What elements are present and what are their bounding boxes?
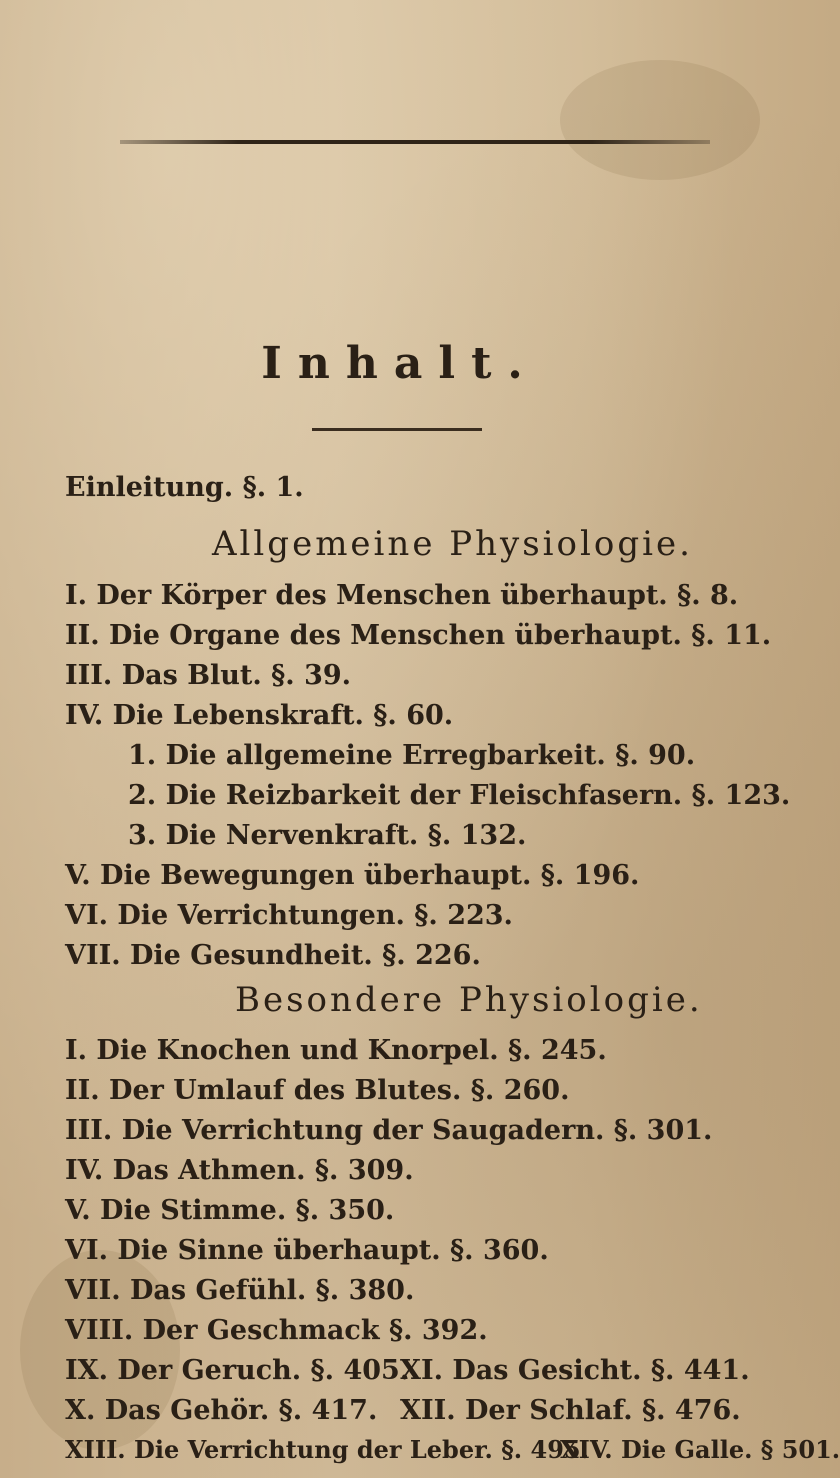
- toc-entry: IV. Das Athmen. §. 309.: [65, 1155, 414, 1186]
- toc-entry: XIII. Die Verrichtung der Leber. §. 495.: [65, 1435, 589, 1464]
- toc-entry: V. Die Stimme. §. 350.: [65, 1195, 395, 1226]
- toc-entry: III. Die Verrichtung der Saugadern. §. 301.: [65, 1115, 713, 1146]
- toc-entry: II. Der Umlauf des Blutes. §. 260.: [65, 1075, 570, 1106]
- toc-entry: 3. Die Nervenkraft. §. 132.: [128, 820, 527, 851]
- toc-entry: VII. Die Gesundheit. §. 226.: [65, 940, 481, 971]
- paper-stain: [560, 60, 760, 180]
- toc-entry: VII. Das Gefühl. §. 380.: [65, 1275, 415, 1306]
- intro-entry: Einleitung. §. 1.: [65, 472, 304, 503]
- toc-entry: II. Die Organe des Menschen überhaupt. §. 11.: [65, 620, 772, 651]
- toc-entry: III. Das Blut. §. 39.: [65, 660, 352, 691]
- toc-entry: X. Das Gehör. §. 417.: [65, 1395, 378, 1426]
- page-title: Inhalt.: [261, 338, 539, 389]
- toc-entry: I. Die Knochen und Knorpel. §. 245.: [65, 1035, 607, 1066]
- toc-entry: IX. Der Geruch. §. 405.: [65, 1355, 410, 1386]
- toc-entry: 1. Die allgemeine Erregbarkeit. §. 90.: [128, 740, 696, 771]
- special-heading: Besondere Physiologie.: [235, 980, 703, 1020]
- general-heading: Allgemeine Physiologie.: [212, 524, 693, 564]
- toc-entry: XIV. Die Galle. § 501.: [560, 1435, 840, 1464]
- toc-entry: XII. Der Schlaf. §. 476.: [400, 1395, 741, 1426]
- toc-entry: I. Der Körper des Menschen überhaupt. §. 8.: [65, 580, 739, 611]
- toc-entry: VI. Die Sinne überhaupt. §. 360.: [65, 1235, 549, 1266]
- toc-entry: VIII. Der Geschmack §. 392.: [65, 1315, 488, 1346]
- toc-entry: IV. Die Lebenskraft. §. 60.: [65, 700, 454, 731]
- toc-entry: V. Die Bewegungen überhaupt. §. 196.: [65, 860, 640, 891]
- top-rule: [120, 140, 710, 144]
- toc-entry: VI. Die Verrichtungen. §. 223.: [65, 900, 513, 931]
- toc-entry: XI. Das Gesicht. §. 441.: [400, 1355, 750, 1386]
- title-rule: [312, 428, 482, 431]
- toc-entry: 2. Die Reizbarkeit der Fleischfasern. §. 123.: [128, 780, 791, 811]
